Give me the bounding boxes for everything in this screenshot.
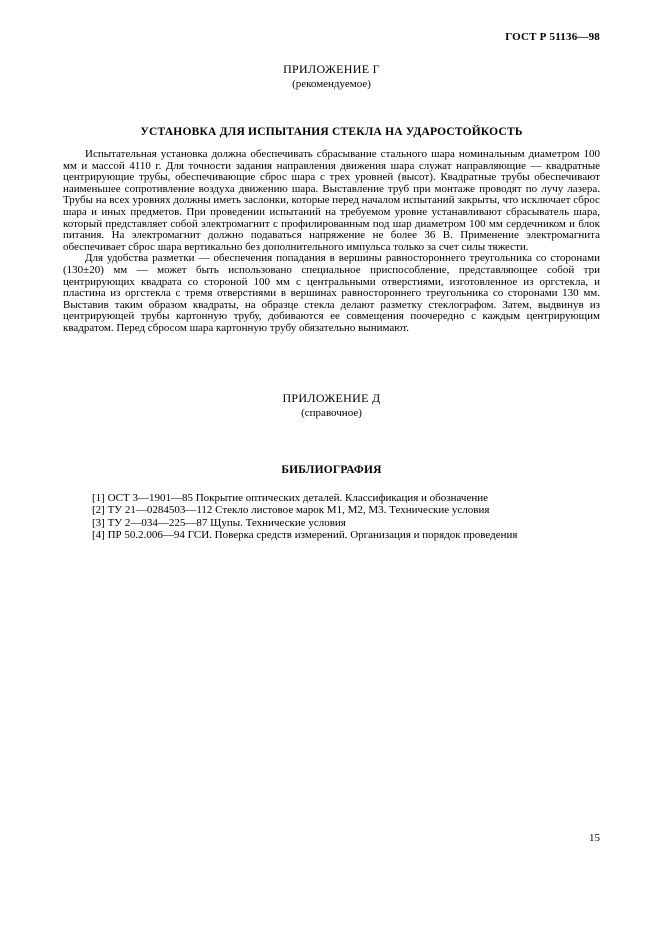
bibliography-entry-4: [4] ПР 50.2.006—94 ГСИ. Поверка средств измерений. Организация и порядок проведения	[92, 529, 518, 542]
appendix-d-title: ПРИЛОЖЕНИЕ Д	[282, 390, 381, 405]
appendix-g-subtitle: (рекомендуемое)	[292, 78, 371, 90]
appendix-g-paragraph-2: Для удобства разметки — обеспечения попадания в вершины равностороннего треугольника со сторонами (130±20) мм — может быть использовано специальное приспособление, представляющее собой три центрирующих квадрата со стороной 100 мм с центральными отверстиями, изготовленное из оргстекла, и пластина из оргстекла с тремя отверстиями в вершинах равностороннего треугольника со сторонами 130 мм. Выставив таким образом квадраты, на образце стекла делают разметку стеклографом. Затем, выдвинув из центрирующей трубы картонную трубу, добиваются ее совмещения поочередно с каждым центрирующим квадратом. Перед сбросом шара картонную трубу обязательно вынимают.	[63, 252, 600, 334]
bibliography-entry-1: [1] ОСТ 3—1901—85 Покрытие оптических деталей. Классификация и обозначение	[92, 491, 488, 504]
bibliography-entry-3: [3] ТУ 2—034—225—87 Щупы. Технические условия	[92, 516, 346, 529]
appendix-d-subtitle: (справочное)	[301, 406, 362, 419]
page-content	[63, 56, 600, 542]
bibliography-heading: БИБЛИОГРАФИЯ	[281, 463, 382, 476]
appendix-g-paragraph-1: Испытательная установка должна обеспечивать сбрасывание стального шара номинальным диаметром 100 мм и массой 4110 г. Для точности задания направления движения шара служат направляющие — квадратные центрирующие трубы, обеспечивающие сброс шара с трех уровней (высот). Квадратные трубы обеспечивают наименьшее сопротивление воздуха движению шара. Выставление труб при монтаже проводят по лучу лазера. Трубы на всех уровнях должны иметь заслонки, которые перед началом испытаний закрыты, что исключает сброс шара и иных предметов. При проведении испытаний на требуемом уровне устанавливают сбрасыватель шара, который представляет собой электромагнит с профилированным под шар диаметром 100 мм сердечником и блок питания. На электромагнит должно подаваться напряжение не более 36 В. Применение электромагнита обеспечивает сброс шара вертикально без дополнительного импульса только за счет силы тяжести.	[63, 148, 600, 253]
bibliography-list	[63, 492, 600, 542]
doc-number: ГОСТ Р 51136—98	[505, 31, 600, 43]
appendix-g-heading: УСТАНОВКА ДЛЯ ИСПЫТАНИЯ СТЕКЛА НА УДАРОСТОЙКОСТЬ	[140, 126, 523, 138]
document-header	[63, 31, 600, 43]
appendix-g-title: ПРИЛОЖЕНИЕ Г	[283, 62, 380, 76]
bibliography-entry-2: [2] ТУ 21—0284503—112 Стекло листовое марок М1, М2, М3. Технические условия	[92, 504, 490, 517]
page-number: 15	[589, 832, 600, 844]
